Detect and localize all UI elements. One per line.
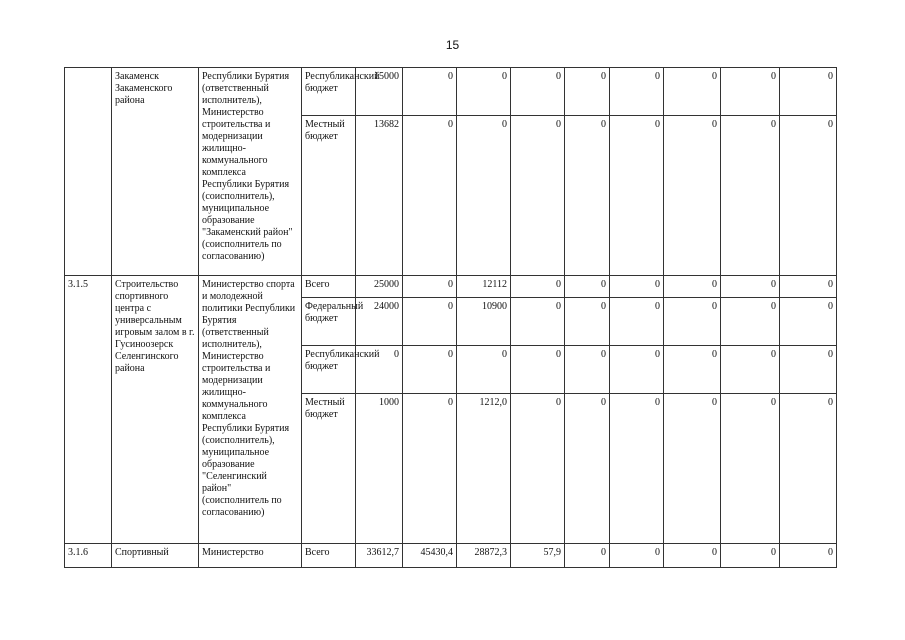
amount-cell: 0 (664, 68, 721, 116)
amount-cell: 0 (565, 394, 610, 544)
amount-cell: 12112 (457, 276, 511, 298)
funding-source-cell: Всего (302, 276, 356, 298)
amount-cell: 0 (403, 346, 457, 394)
amount-cell: 0 (664, 276, 721, 298)
amount-cell: 0 (565, 346, 610, 394)
item-code-cell: 3.1.5 (65, 276, 112, 544)
amount-cell: 0 (664, 544, 721, 568)
amount-cell: 0 (403, 394, 457, 544)
amount-cell: 0 (721, 544, 780, 568)
amount-cell: 0 (457, 68, 511, 116)
amount-cell: 45430,4 (403, 544, 457, 568)
amount-cell: 0 (565, 298, 610, 346)
amount-cell: 0 (403, 116, 457, 276)
amount-cell: 15000 (356, 68, 403, 116)
amount-cell: 0 (721, 298, 780, 346)
amount-cell: 0 (780, 544, 837, 568)
amount-cell: 0 (664, 116, 721, 276)
amount-cell: 0 (511, 116, 565, 276)
amount-cell: 0 (457, 346, 511, 394)
table-row (65, 276, 837, 298)
amount-cell: 13682 (356, 116, 403, 276)
amount-cell: 0 (721, 276, 780, 298)
amount-cell: 0 (721, 68, 780, 116)
executor-cell: Министерство спорта и молодежной политики Республики Бурятия (ответственный исполнитель), Министерство строительства и модернизации жилищно-коммунального комплекса Республики Бурятия (соисполнитель), муниципальное образование "Селенгинский район" (соисполнитель по согласованию) (199, 276, 302, 544)
item-code-cell (65, 68, 112, 276)
amount-cell: 0 (403, 68, 457, 116)
amount-cell: 0 (610, 394, 664, 544)
funding-source-cell: Республиканский бюджет (302, 68, 356, 116)
page-number: 15 (445, 38, 460, 52)
amount-cell: 0 (780, 276, 837, 298)
amount-cell: 0 (780, 298, 837, 346)
amount-cell: 0 (780, 346, 837, 394)
amount-cell: 0 (610, 68, 664, 116)
funding-source-cell: Местный бюджет (302, 394, 356, 544)
amount-cell: 0 (664, 298, 721, 346)
amount-cell: 0 (511, 68, 565, 116)
table-row (65, 68, 837, 116)
amount-cell: 0 (664, 394, 721, 544)
amount-cell: 0 (403, 298, 457, 346)
amount-cell: 24000 (356, 298, 403, 346)
amount-cell: 1212,0 (457, 394, 511, 544)
amount-cell: 0 (511, 276, 565, 298)
amount-cell: 0 (780, 116, 837, 276)
amount-cell: 0 (664, 346, 721, 394)
amount-cell: 0 (721, 394, 780, 544)
budget-table (64, 67, 837, 568)
amount-cell: 0 (356, 346, 403, 394)
amount-cell: 0 (565, 544, 610, 568)
amount-cell: 0 (610, 544, 664, 568)
amount-cell: 25000 (356, 276, 403, 298)
funding-source-cell: Республиканский бюджет (302, 346, 356, 394)
executor-cell: Республики Бурятия (ответственный исполнитель), Министерство строительства и модернизации жилищно-коммунального комплекса Республики Бурятия (соисполнитель), муниципальное образование "Закаменский район" (соисполнитель по согласованию) (199, 68, 302, 276)
amount-cell: 0 (457, 116, 511, 276)
table-body (65, 68, 837, 568)
executor-cell: Министерство (199, 544, 302, 568)
item-name-cell: Закаменск Закаменского района (112, 68, 199, 276)
funding-source-cell: Местный бюджет (302, 116, 356, 276)
amount-cell: 0 (565, 68, 610, 116)
amount-cell: 0 (511, 346, 565, 394)
amount-cell: 0 (511, 298, 565, 346)
amount-cell: 0 (511, 394, 565, 544)
amount-cell: 0 (403, 276, 457, 298)
amount-cell: 0 (610, 116, 664, 276)
item-code-cell: 3.1.6 (65, 544, 112, 568)
table-row (65, 544, 837, 568)
amount-cell: 0 (780, 68, 837, 116)
amount-cell: 0 (610, 298, 664, 346)
funding-source-cell: Всего (302, 544, 356, 568)
amount-cell: 10900 (457, 298, 511, 346)
funding-source-cell: Федеральный бюджет (302, 298, 356, 346)
amount-cell: 0 (721, 346, 780, 394)
amount-cell: 0 (780, 394, 837, 544)
amount-cell: 0 (721, 116, 780, 276)
item-name-cell: Строительство спортивного центра с универсальным игровым залом в г. Гусиноозерск Селенгинского района (112, 276, 199, 544)
amount-cell: 33612,7 (356, 544, 403, 568)
amount-cell: 0 (565, 116, 610, 276)
amount-cell: 28872,3 (457, 544, 511, 568)
amount-cell: 0 (565, 276, 610, 298)
item-name-cell: Спортивный (112, 544, 199, 568)
amount-cell: 0 (610, 276, 664, 298)
amount-cell: 1000 (356, 394, 403, 544)
amount-cell: 57,9 (511, 544, 565, 568)
amount-cell: 0 (610, 346, 664, 394)
